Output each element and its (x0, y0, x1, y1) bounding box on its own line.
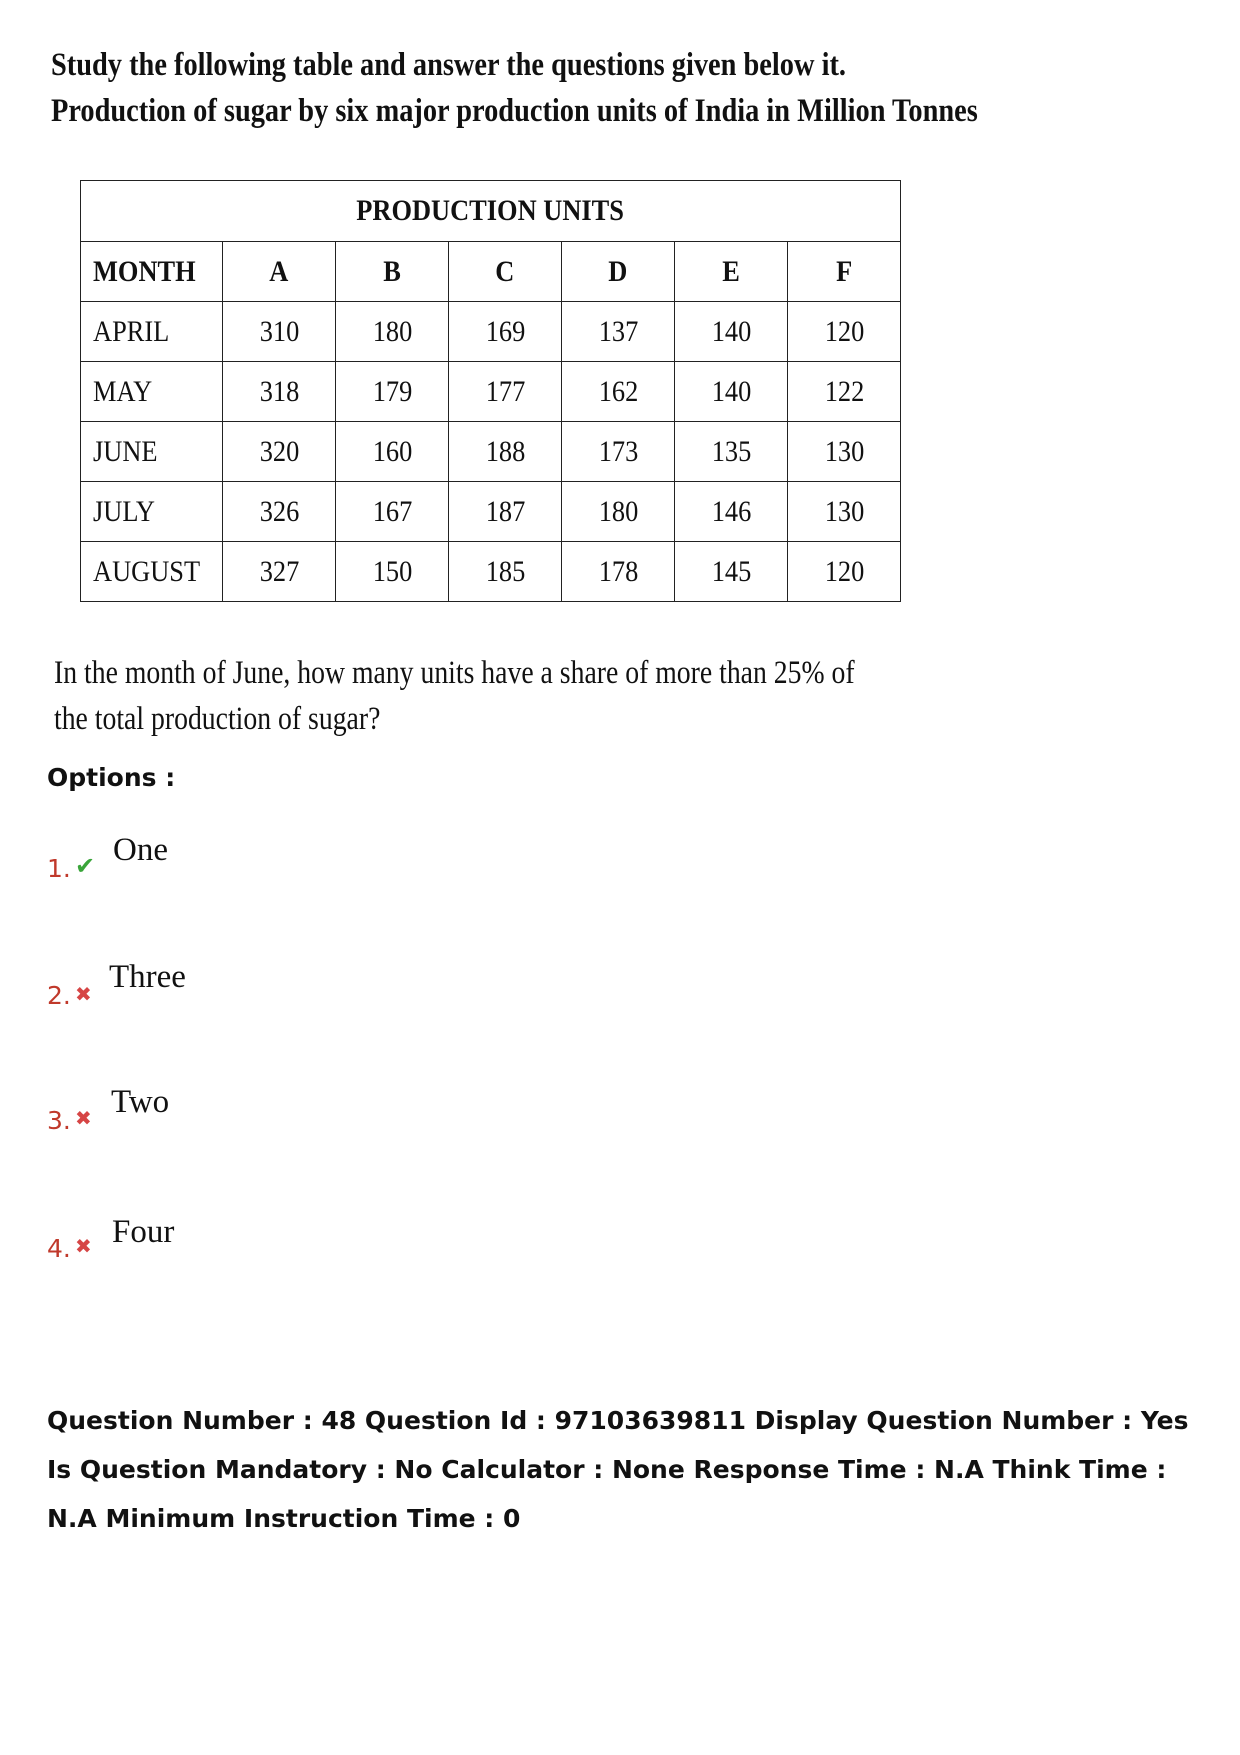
table-title (81, 181, 901, 242)
value-text: 187 (485, 494, 525, 528)
value-cell (336, 422, 449, 482)
unit-header-text: C (495, 254, 515, 288)
month-cell (81, 362, 223, 422)
value-text: 169 (485, 314, 525, 348)
value-text: 137 (598, 314, 638, 348)
value-cell (449, 422, 562, 482)
value-text: 130 (824, 494, 864, 528)
value-cell (675, 422, 788, 482)
value-cell (336, 482, 449, 542)
option-text: Four (112, 1214, 175, 1250)
value-text: 180 (372, 314, 412, 348)
value-cell (223, 422, 336, 482)
value-cell (675, 302, 788, 362)
value-cell (449, 542, 562, 602)
unit-header (449, 242, 562, 302)
value-text: 140 (711, 374, 751, 408)
unit-header-text: B (383, 254, 401, 288)
month-label: APRIL (93, 314, 170, 348)
value-text: 140 (711, 314, 751, 348)
value-text: 146 (711, 494, 751, 528)
value-cell (562, 362, 675, 422)
value-cell (675, 542, 788, 602)
unit-header (675, 242, 788, 302)
options-label: Options : (47, 763, 176, 792)
value-cell (562, 422, 675, 482)
value-cell (336, 362, 449, 422)
unit-header-text: F (835, 254, 853, 288)
value-text: 120 (824, 314, 864, 348)
production-table (80, 180, 901, 602)
unit-header (336, 242, 449, 302)
table-title-row (81, 181, 901, 242)
month-cell (81, 542, 223, 602)
value-cell (788, 542, 901, 602)
month-label: JUNE (93, 434, 158, 468)
value-cell (449, 302, 562, 362)
table-header-row (81, 242, 901, 302)
value-text: 150 (372, 554, 412, 588)
value-cell (788, 302, 901, 362)
month-label: AUGUST (93, 554, 201, 588)
value-cell (223, 542, 336, 602)
value-cell (449, 482, 562, 542)
cross-icon: ✖ (75, 1234, 92, 1258)
option-number: 3. (47, 1106, 71, 1135)
value-text: 122 (824, 374, 864, 408)
month-cell (81, 302, 223, 362)
table-row (81, 482, 901, 542)
value-text: 320 (259, 434, 299, 468)
value-cell (562, 302, 675, 362)
value-text: 135 (711, 434, 751, 468)
table-row (81, 422, 901, 482)
value-cell (675, 362, 788, 422)
value-text: 178 (598, 554, 638, 588)
question-text: In the month of June, how many units have a share of more than 25% of the total production of sugar? (54, 655, 855, 737)
unit-header (223, 242, 336, 302)
option-text: Two (111, 1084, 170, 1120)
month-label: JULY (93, 494, 155, 528)
value-text: 145 (711, 554, 751, 588)
month-label: MAY (93, 374, 153, 408)
value-cell (223, 482, 336, 542)
value-cell (788, 362, 901, 422)
value-text: 327 (259, 554, 299, 588)
option-number: 4. (47, 1234, 71, 1263)
option-number: 2. (47, 981, 71, 1010)
table-row (81, 542, 901, 602)
value-text: 188 (485, 434, 525, 468)
option-text: One (113, 832, 168, 868)
unit-header-text: D (608, 254, 628, 288)
cross-icon: ✖ (75, 982, 92, 1006)
value-text: 179 (372, 374, 412, 408)
unit-header-text: A (269, 254, 289, 288)
intro-text (51, 42, 978, 134)
value-cell (562, 542, 675, 602)
check-icon: ✔ (75, 852, 96, 880)
table-row (81, 362, 901, 422)
value-text: 310 (259, 314, 299, 348)
value-cell (449, 362, 562, 422)
unit-header (562, 242, 675, 302)
cross-icon: ✖ (75, 1106, 92, 1130)
value-text: 177 (485, 374, 525, 408)
value-text: 162 (598, 374, 638, 408)
month-cell (81, 482, 223, 542)
table-row (81, 302, 901, 362)
value-text: 167 (372, 494, 412, 528)
unit-header-text: E (722, 254, 740, 288)
option-text: Three (109, 959, 186, 995)
value-cell (336, 542, 449, 602)
value-text: 185 (485, 554, 525, 588)
value-cell (562, 482, 675, 542)
value-text: 180 (598, 494, 638, 528)
option-number: 1. (47, 854, 71, 883)
value-cell (788, 482, 901, 542)
table-title-text: PRODUCTION UNITS (356, 194, 625, 227)
value-cell (223, 362, 336, 422)
value-text: 130 (824, 434, 864, 468)
month-cell (81, 422, 223, 482)
value-text: 326 (259, 494, 299, 528)
value-text: 160 (372, 434, 412, 468)
value-cell (223, 302, 336, 362)
value-cell (336, 302, 449, 362)
value-text: 318 (259, 374, 299, 408)
value-text: 173 (598, 434, 638, 468)
value-cell (788, 422, 901, 482)
intro-line-1: Study the following table and answer the questions given below it. (51, 47, 847, 83)
month-header (81, 242, 223, 302)
unit-header (788, 242, 901, 302)
value-cell (675, 482, 788, 542)
intro-line-2: Production of sugar by six major production units of India in Million Tonnes (51, 93, 978, 129)
month-header-text: MONTH (93, 254, 196, 288)
value-text: 120 (824, 554, 864, 588)
question-metadata: Question Number : 48 Question Id : 97103639811 Display Question Number : Yes Is Question Mandatory : No Calculator : None Response Time : N.A Think Time : N.A Minimum Instruction Time : 0 (47, 1406, 1189, 1533)
